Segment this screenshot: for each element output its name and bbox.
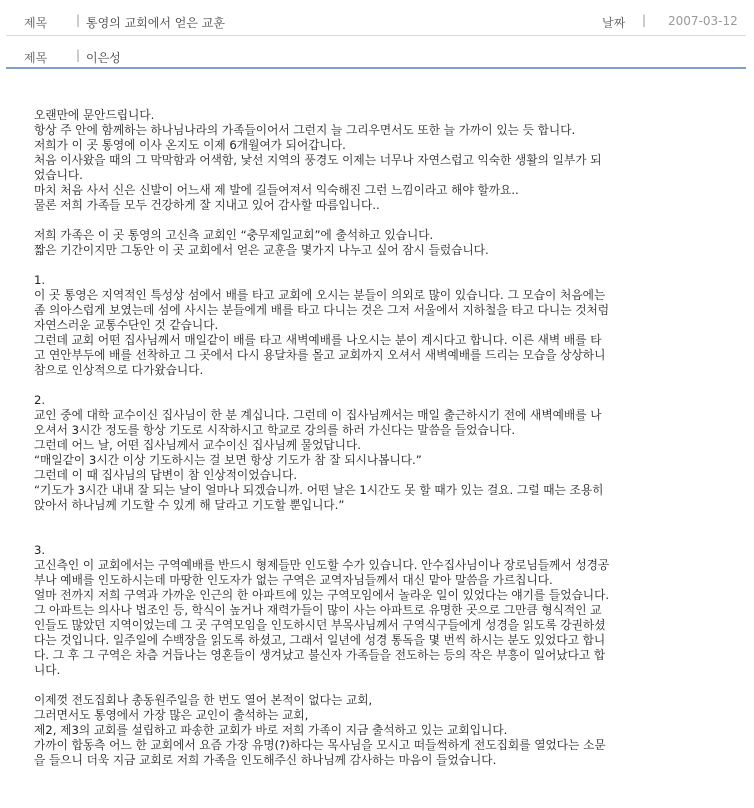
post-date: 2007-03-12 <box>668 14 738 28</box>
body-line: 얼마 전까지 저희 구역과 가까운 인근의 한 아파트에 있는 구역모임에서 놀라운 일이 있었다는 얘기를 들었습니다. <box>34 588 610 602</box>
post-author: 이은성 <box>86 51 121 65</box>
author-label: 제목 <box>24 51 48 65</box>
body-line: 참으로 인상적으로 다가왔습니다. <box>34 363 204 377</box>
body-line: 좀 의아스럽게 보였는데 섬에 사시는 분들에게 배를 타고 다니는 것은 그저 서울에서 지하철을 타고 다니는 것처럼 <box>34 303 610 317</box>
body-line: 가까이 합동측 어느 한 교회에서 요즘 가장 유명(?)하다는 목사님을 모시고 떠들썩하게 전도집회를 열었다는 소문 <box>34 738 606 752</box>
body-line: 었습니다. <box>34 168 83 182</box>
author-separator: | <box>76 48 81 62</box>
body-line: 물론 저희 가족들 모두 건강하게 잘 지내고 있어 감사할 따름입니다.. <box>34 198 380 212</box>
body-line: 그런데 이 때 집사님의 답변이 참 인상적이었습니다. <box>34 468 298 482</box>
body-line: 그러면서도 통영에서 가장 많은 교인이 출석하는 교회, <box>34 708 309 722</box>
blank-line <box>34 213 724 228</box>
blank-line <box>34 378 724 393</box>
date-separator: | <box>642 13 647 27</box>
body-line: 오셔서 3시간 정도를 항상 기도로 시작하시고 학교로 강의를 하러 가신다는 말씀을 들었습니다. <box>34 423 516 437</box>
body-line: 3. <box>34 543 46 557</box>
body-line: 그런데 어느 날, 어떤 집사님께서 교수이신 집사님께 물었답니다. <box>34 438 361 452</box>
body-line: 마치 처음 사서 신은 신발이 어느새 제 발에 길들여져서 익숙해진 그런 느낌이라고 해야 할까요.. <box>34 183 519 197</box>
body-line: 제2, 제3의 교회를 설립하고 파송한 교회가 바로 저희 가족이 지금 출석하고 있는 교회입니다. <box>34 723 508 737</box>
title-row <box>0 5 746 35</box>
body-line: 교인 중에 대학 교수이신 집사님이 한 분 계십니다. 그런데 이 집사님께서는 매일 출근하시기 전에 새벽예배를 나 <box>34 408 602 422</box>
body-line: 이 곳 통영은 지역적인 특성상 섬에서 배를 타고 교회에 오시는 분들이 의외로 많이 있습니다. 그 모습이 처음에는 <box>34 288 606 302</box>
body-line: 인들도 많았던 지역이었는데 그 곳 구역모임을 인도하시던 부목사님께서 구역식구들에게 성경을 읽도록 강권하셨 <box>34 618 606 632</box>
body-line: 부나 예배를 인도하시는데 마땅한 인도자가 없는 구역은 교역자님들께서 대신 맡아 말씀을 가르칩니다. <box>34 573 553 587</box>
body-line: 다는 것입니다. 일주일에 수백장을 읽도록 하셨고, 그래서 일년에 성경 통독을 몇 번씩 하시는 분도 있었다고 합니 <box>34 633 606 647</box>
body-line: 자연스러운 교통수단인 것 같습니다. <box>34 318 219 332</box>
header-bottom-border <box>6 67 746 69</box>
author-row <box>0 40 746 70</box>
body-line: 앉아서 하나님께 기도할 수 있게 해 달라고 기도할 뿐입니다.” <box>34 498 345 512</box>
post-body <box>34 108 724 768</box>
body-line: “매일같이 3시간 이상 기도하시는 걸 보면 항상 기도가 참 잘 되시나봅니다.” <box>34 453 422 467</box>
body-line: 고신측인 이 교회에서는 구역예배를 반드시 형제들만 인도할 수가 있습니다. 안수집사님이나 장로님들께서 성경공 <box>34 558 610 572</box>
body-line: 니다. <box>34 663 61 677</box>
blank-line <box>34 258 724 273</box>
body-line: 오랜만에 문안드립니다. <box>34 108 155 122</box>
body-line: 그 아파트는 의사나 법조인 등, 학식이 높거나 재력가들이 많이 사는 아파트로 유명한 곳으로 그만큼 형식적인 교 <box>34 603 602 617</box>
body-line: 다. 그 후 그 구역은 차츰 거듭나는 영혼들이 생겨났고 불신자 가족들을 전도하는 등의 작은 부흥이 일어났다고 합 <box>34 648 606 662</box>
body-line: 고 연안부두에 배를 선착하고 그 곳에서 다시 용달차를 몰고 교회까지 오셔서 새벽예배를 드리는 모습을 상상하니 <box>34 348 606 362</box>
body-line: 저희 가족은 이 곳 통영의 고신측 교회인 “충무제일교회”에 출석하고 있습니다. <box>34 228 434 242</box>
body-line: “기도가 3시간 내내 잘 되는 날이 얼마나 되겠습니까. 어떤 날은 1시간도 못 할 때가 있는 걸요. 그럴 때는 조용히 <box>34 483 604 497</box>
body-line: 을 들으니 더욱 지금 교회로 저희 가족을 인도해주신 하나님께 감사하는 마음이 들었습니다. <box>34 753 497 767</box>
body-line: 짧은 기간이지만 그동안 이 곳 교회에서 얻은 교훈을 몇가지 나누고 싶어 잠시 들렀습니다. <box>34 243 489 257</box>
body-line: 그런데 교회 어떤 집사님께서 매일같이 배를 타고 새벽예배를 나오시는 분이 계시다고 합니다. 이른 새벽 배를 타 <box>34 333 602 347</box>
body-line: 1. <box>34 273 46 287</box>
body-line: 저희가 이 곳 통영에 이사 온지도 이제 6개월여가 되어갑니다. <box>34 138 346 152</box>
body-line: 항상 주 안에 함께하는 하나님나라의 가족들이어서 그런지 늘 그리우면서도 또한 늘 가까이 있는 듯 합니다. <box>34 123 576 137</box>
title-label: 제목 <box>24 16 48 30</box>
body-line: 2. <box>34 393 46 407</box>
blank-line <box>34 678 724 693</box>
blank-line <box>34 513 724 528</box>
body-line: 처음 이사왔을 때의 그 막막함과 어색함, 낯선 지역의 풍경도 이제는 너무나 자연스럽고 익숙한 생활의 일부가 되 <box>34 153 602 167</box>
post-title: 통영의 교회에서 얻은 교훈 <box>86 16 225 30</box>
blank-line <box>34 528 724 543</box>
title-separator: | <box>76 13 81 27</box>
date-label: 날짜 <box>602 16 626 30</box>
header-divider <box>6 35 746 36</box>
body-line: 이제껏 전도집회나 총동원주일을 한 번도 열어 본적이 없다는 교회, <box>34 693 373 707</box>
